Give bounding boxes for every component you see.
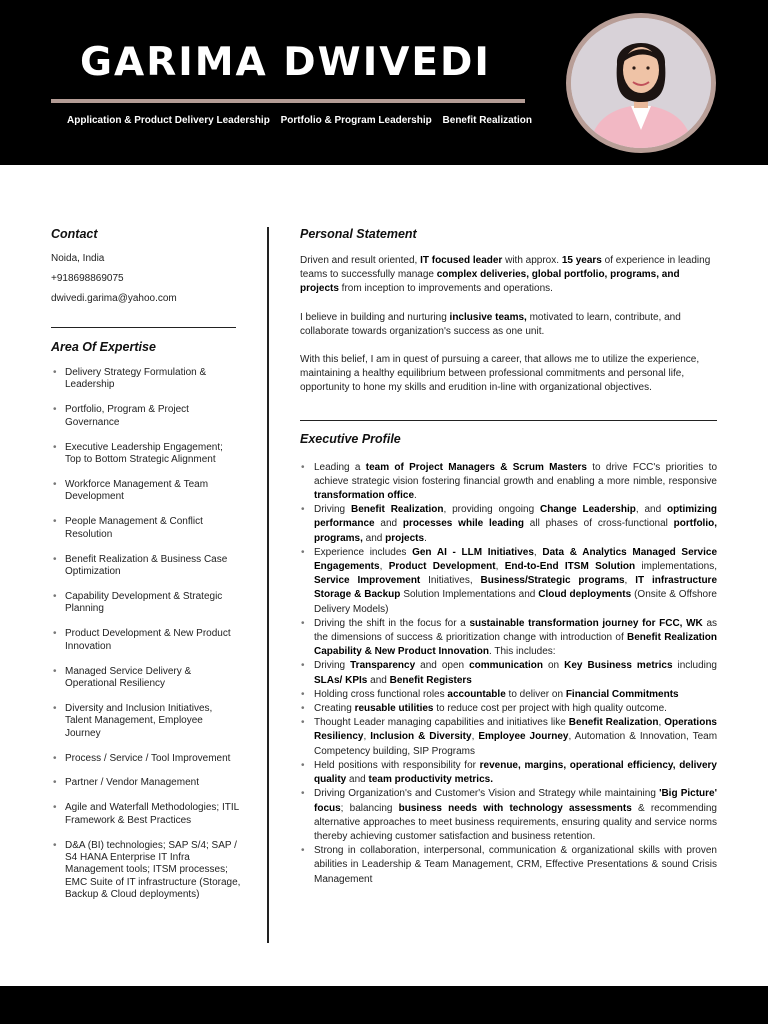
expertise-item: • Capability Development & Strategic Planning	[51, 591, 241, 616]
section-divider	[51, 327, 236, 328]
expertise-item: • People Management & Conflict Resolution	[51, 516, 241, 541]
expertise-item: • Agile and Waterfall Methodologies; ITIL Framework & Best Practices	[51, 802, 241, 827]
profile-item: • Leading a team of Project Managers & Scrum Masters to drive FCC's priorities to achieve strategic vision fostering financial growth and enabling a more nimble, responsive transformation office.	[300, 461, 717, 504]
expertise-item: • Diversity and Inclusion Initiatives, Talent Management, Employee Journey	[51, 703, 241, 740]
profile-item: • Holding cross functional roles accountable to deliver on Financial Commitments	[300, 688, 717, 702]
name-underline	[51, 99, 525, 103]
contact-location: Noida, India	[51, 253, 105, 264]
statement-paragraph: With this belief, I am in quest of pursuing a career, that allows me to utilize the experience, maintaining a healthy equilibrium between professional commitments and personal life, opportunity to hone my skills and erudition in-line with organizational objectives.	[300, 354, 700, 394]
tagline	[67, 115, 540, 126]
statement-paragraph: I believe in building and nurturing inclusive teams, motivated to learn, contribute, and collaborate towards organization's success as one unit.	[300, 311, 681, 337]
profile-item: • Driving Transparency and open communication on Key Business metrics including SLAs/ KPIs and Benefit Registers	[300, 659, 717, 687]
tagline-item: Application & Product Delivery Leadership	[67, 115, 270, 126]
expertise-item: • Executive Leadership Engagement; Top to Bottom Strategic Alignment	[51, 442, 241, 467]
candidate-name: GARIMA DWIVEDI	[80, 40, 491, 85]
contact-heading: Contact	[51, 227, 98, 241]
profile-list	[300, 461, 717, 887]
profile-item: • Driving Organization's and Customer's Vision and Strategy while maintaining 'Big Picture' focus; balancing business needs with technology assessments & recommending alternative approaches to meet business requirements, ensuring quality and service norms thereby achieving customer satisfaction and business retention.	[300, 787, 717, 844]
expertise-item: • Portfolio, Program & Project Governance	[51, 404, 241, 429]
tagline-item: Benefit Realization	[442, 115, 532, 126]
left-column	[51, 227, 241, 914]
contact-phone[interactable]: +918698869075	[51, 273, 124, 284]
profile-item: • Held positions with responsibility for revenue, margins, operational efficiency, delivery quality and team productivity metrics.	[300, 759, 717, 787]
profile-item: • Driving Benefit Realization, providing ongoing Change Leadership, and optimizing performance and processes while leading all phases of cross-functional portfolio, programs, and projects.	[300, 503, 717, 546]
profile-item: • Strong in collaboration, interpersonal, communication & organizational skills with proven abilities in Leadership & Team Management, CRM, Effective Presentations & sound Crisis Management	[300, 844, 717, 887]
profile-heading: Executive Profile	[300, 431, 401, 446]
header-banner	[0, 0, 768, 165]
statement-heading: Personal Statement	[300, 227, 417, 241]
person-portrait-icon	[571, 18, 711, 148]
column-divider	[267, 227, 269, 943]
expertise-item: • Managed Service Delivery & Operational Resiliency	[51, 666, 241, 691]
expertise-item: • Delivery Strategy Formulation & Leadership	[51, 367, 241, 392]
profile-photo-frame	[566, 13, 716, 153]
expertise-item: • Partner / Vendor Management	[51, 777, 241, 789]
expertise-item: • Benefit Realization & Business Case Optimization	[51, 554, 241, 579]
expertise-list	[51, 367, 241, 902]
expertise-item: • Process / Service / Tool Improvement	[51, 753, 241, 765]
tagline-item: Portfolio & Program Leadership	[280, 115, 432, 126]
right-column	[300, 227, 717, 887]
expertise-item: • D&A (BI) technologies; SAP S/4; SAP / S4 HANA Enterprise IT Infra Management tools; ITSM processes; EMC Suite of IT infrastructure (Storage, Backup & Cloud deployments)	[51, 840, 241, 902]
profile-item: • Creating reusable utilities to reduce cost per project with high quality outcome.	[300, 702, 717, 716]
profile-item: • Thought Leader managing capabilities and initiatives like Benefit Realization, Operations Resiliency, Inclusion & Diversity, Employee Journey, Automation & Innovation, Team Competency building, SIP Programs	[300, 716, 717, 759]
profile-item: • Driving the shift in the focus for a sustainable transformation journey for FCC, WK as the dimensions of success & prioritization change with introduction of Benefit Realization Capability & New Product Innovation. This includes:	[300, 617, 717, 660]
expertise-item: • Product Development & New Product Innovation	[51, 628, 241, 653]
section-divider	[300, 420, 717, 421]
statement-paragraph: Driven and result oriented, IT focused leader with approx. 15 years of experience in leading teams to successfully manage complex deliveries, global portfolio, programs, and projects from inception to improvements and operations.	[300, 255, 711, 295]
profile-item: • Experience includes Gen AI - LLM Initiatives, Data & Analytics Managed Service Engagements, Product Development, End-to-End ITSM Solution implementations, Service Improvement Initiatives, Business/Strategic programs, IT infrastructure Storage & Backup Solution Implementations and Cloud deployments (Onsite & Offshore Delivery Models)	[300, 546, 717, 617]
contact-email[interactable]: dwivedi.garima@yahoo.com	[51, 293, 177, 304]
profile-photo	[571, 18, 711, 148]
footer-band	[0, 986, 768, 1024]
expertise-item: • Workforce Management & Team Development	[51, 479, 241, 504]
expertise-heading: Area Of Expertise	[51, 340, 156, 354]
